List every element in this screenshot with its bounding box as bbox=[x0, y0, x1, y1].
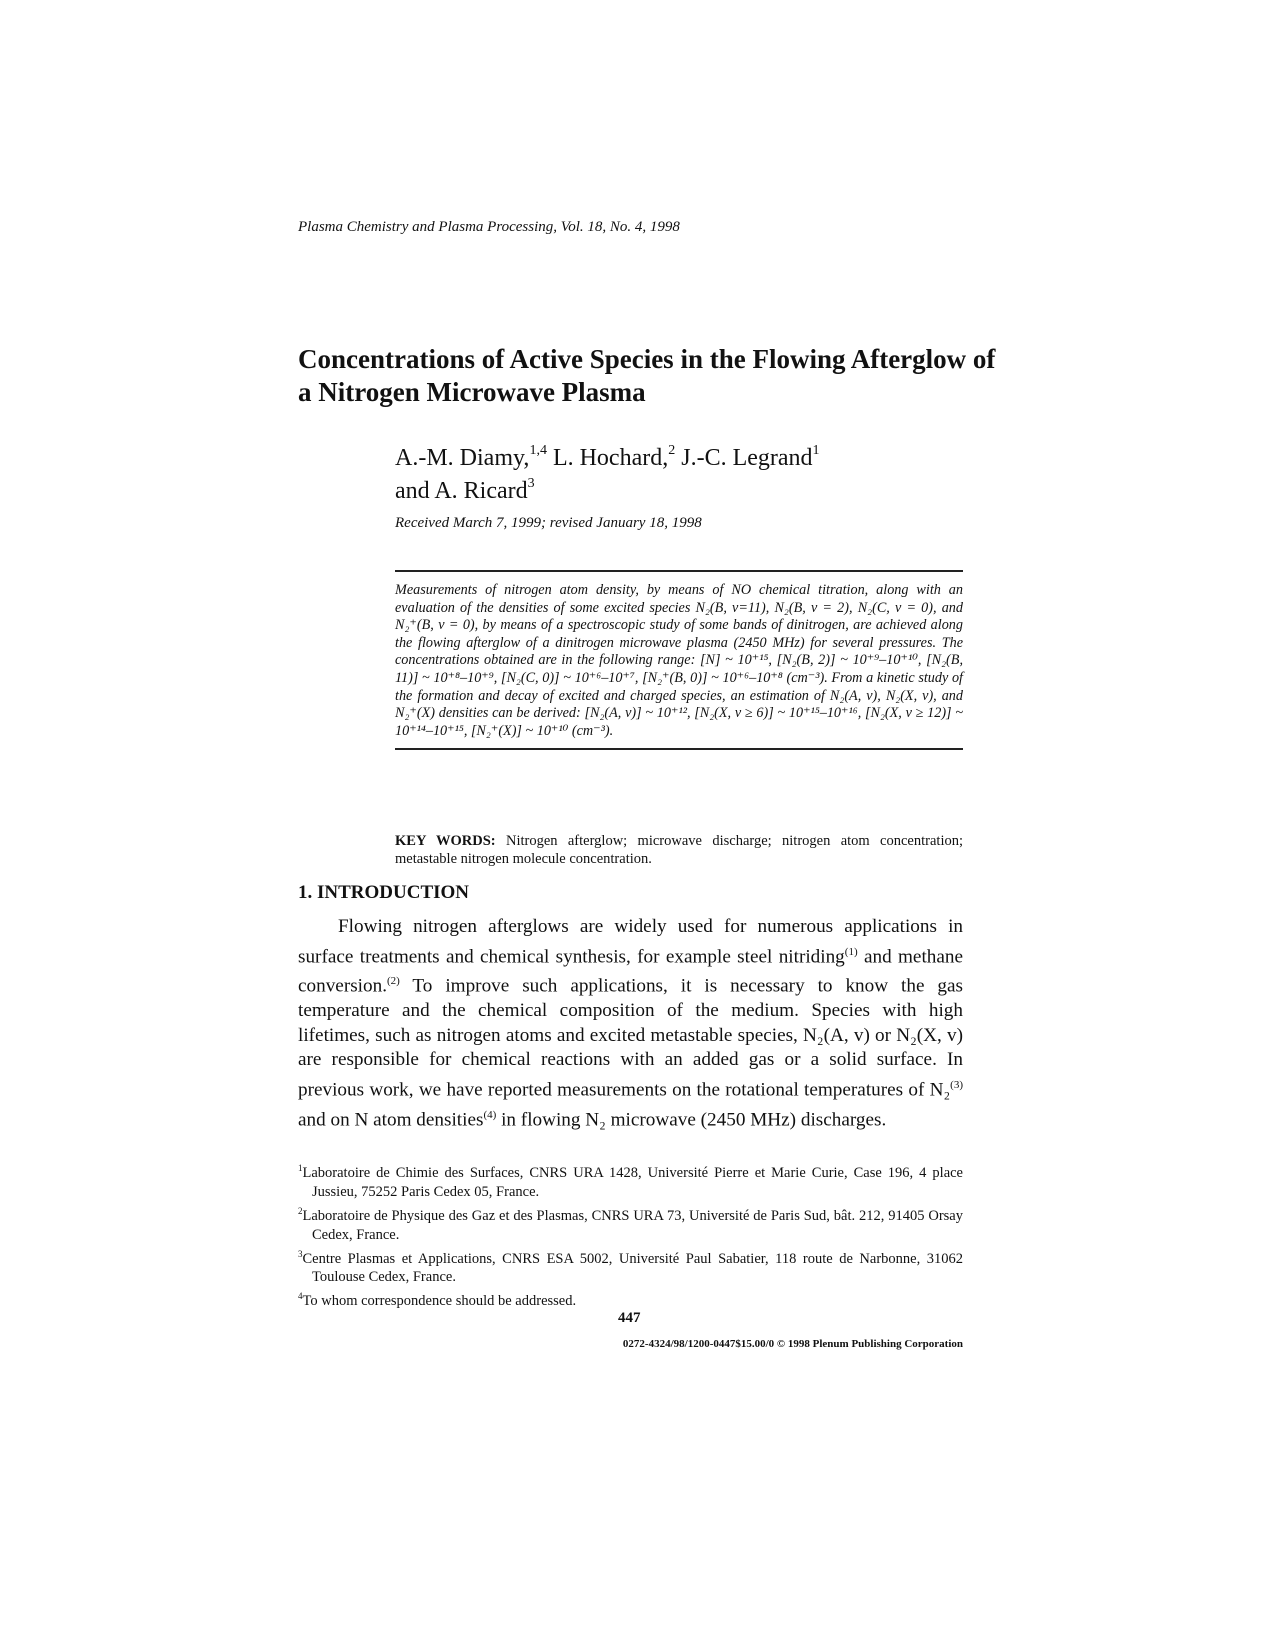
keywords-text: Nitrogen afterglow; microwave discharge; nitrogen atom concentration; metastable nitrogen molecule concentration. bbox=[395, 833, 963, 867]
intro-text: Flowing nitrogen afterglows are widely used for numerous applications in surface treatments and chemical synthesis, for example steel nitriding bbox=[298, 916, 963, 967]
author-name: and A. Ricard bbox=[395, 478, 528, 504]
footnote bbox=[298, 1159, 963, 1202]
footnote-mark: 3 bbox=[298, 1248, 303, 1259]
citation: (1) bbox=[844, 945, 858, 958]
section-heading: 1. INTRODUCTION bbox=[298, 882, 470, 903]
author-line-1 bbox=[395, 439, 995, 472]
affiliation-mark: 1 bbox=[812, 443, 820, 458]
affiliation-mark: 2 bbox=[668, 443, 676, 458]
footnote-text: Laboratoire de Physique des Gaz et des Plasmas, CNRS URA 73, Université de Paris Sud, bât. 212, 91405 Orsay Cedex, France. bbox=[302, 1207, 963, 1243]
affiliation-mark: 3 bbox=[527, 476, 535, 491]
citation: (2) bbox=[387, 975, 400, 988]
intro-text: in flowing N₂ microwave (2450 MHz) discharges. bbox=[496, 1109, 887, 1131]
citation: (3) bbox=[950, 1078, 963, 1091]
affiliation-mark: 1,4 bbox=[529, 443, 547, 458]
intro-paragraph bbox=[298, 915, 963, 1133]
footnote-text: To whom correspondence should be addressed. bbox=[302, 1293, 577, 1310]
keywords-label: KEY WORDS: bbox=[395, 833, 496, 849]
citation: (4) bbox=[483, 1108, 497, 1121]
footnote bbox=[298, 1287, 963, 1311]
abstract: Measurements of nitrogen atom density, by means of NO chemical titration, along with an evaluation of the densities of some excited species N₂(B, v=11), N₂(B, v = 2), N₂(C, v = 0), and N₂⁺(B, v = 0), by means of a spectroscopic study of some bands of dinitrogen, are achieved along the flowing afterglow of a dinitrogen microwave plasma (2450 MHz) for several pressures. The concentrations obtained are in the following range: [N] ~ 10⁺¹⁵, [N₂(B, 2)] ~ 10⁺⁹–10⁺¹⁰, [N₂(B, 11)] ~ 10⁺⁸–10⁺⁹, [N₂(C, 0)] ~ 10⁺⁶–10⁺⁷, [N₂⁺(B, 0)] ~ 10⁺⁶–10⁺⁸ (cm⁻³). From a kinetic study of the formation and decay of excited and charged species, an estimation of N₂(A, v), N₂(X, v), and N₂⁺(X) densities can be derived: [N₂(A, v)] ~ 10⁺¹², [N₂(X, v ≥ 6)] ~ 10⁺¹⁵–10⁺¹⁶, [N₂(X, v ≥ 12)] ~ 10⁺¹⁴–10⁺¹⁵, [N₂⁺(X)] ~ 10⁺¹⁰ (cm⁻³). bbox=[395, 570, 963, 750]
author-list bbox=[395, 439, 995, 505]
footnote-mark: 4 bbox=[298, 1291, 303, 1302]
footnote-text: Centre Plasmas et Applications, CNRS ESA 5002, Université Paul Sabatier, 118 route de Narbonne, 31062 Toulouse Cedex, France. bbox=[302, 1250, 963, 1286]
footnote bbox=[298, 1245, 963, 1288]
received-dates: Received March 7, 1999; revised January 18, 1998 bbox=[395, 515, 702, 531]
keywords bbox=[395, 832, 963, 868]
author-name: L. Hochard, bbox=[546, 445, 669, 471]
intro-text: and on N atom densities bbox=[298, 1109, 484, 1131]
copyright-line: 0272-4324/98/1200-0447$15.00/0 © 1998 Plenum Publishing Corporation bbox=[622, 1338, 963, 1350]
footnote bbox=[298, 1202, 963, 1245]
footnotes bbox=[298, 1159, 963, 1311]
author-name: A.-M. Diamy, bbox=[395, 445, 530, 471]
footnote-mark: 2 bbox=[298, 1205, 303, 1216]
author-line-2 bbox=[395, 472, 995, 505]
article-title: Concentrations of Active Species in the Flowing Afterglow of a Nitrogen Microwave Plasma bbox=[298, 344, 996, 407]
footnote-text: Laboratoire de Chimie des Surfaces, CNRS URA 1428, Université Pierre et Marie Curie, Case 196, 4 place Jussieu, 75252 Paris Cedex 05, France. bbox=[302, 1164, 963, 1200]
intro-text: and methane conversion. bbox=[298, 945, 963, 997]
journal-header: Plasma Chemistry and Plasma Processing, Vol. 18, No. 4, 1998 bbox=[298, 219, 680, 235]
footnote-mark: 1 bbox=[298, 1163, 303, 1173]
author-name: J.-C. Legrand bbox=[675, 445, 813, 471]
intro-text: To improve such applications, it is necessary to know the gas temperature and the chemical composition of the medium. Species with high lifetimes, such as nitrogen atoms and excited metastable species, N₂(A, v) or N₂(X, v) are responsible for chemical reactions with an added gas or a solid surface. In previous work, we have reported measurements on the rotational temperatures of N₂ bbox=[298, 975, 963, 1101]
page-number: 447 bbox=[618, 1310, 641, 1326]
